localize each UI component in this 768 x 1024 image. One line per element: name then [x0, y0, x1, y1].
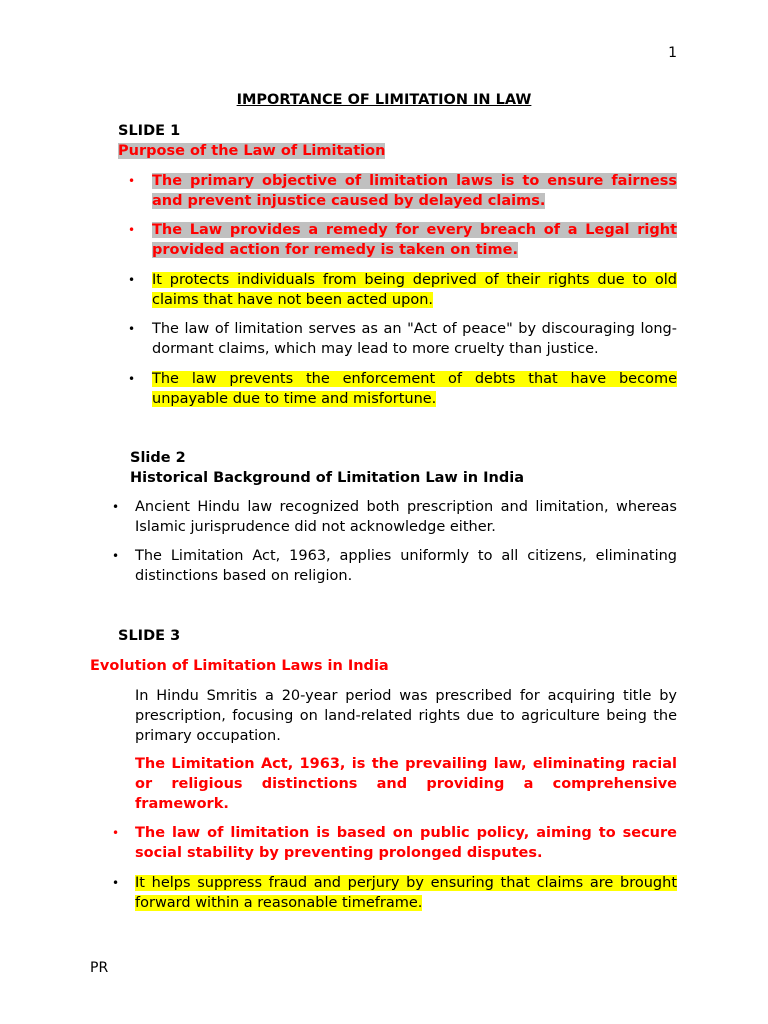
slide2-bullet-2: The Limitation Act, 1963, applies uniformly to all citizens, eliminating distinctions based on religion.: [135, 548, 677, 584]
slide2-label: Slide 2: [130, 450, 186, 466]
bullet-icon: •: [112, 876, 120, 890]
bullet-icon: •: [128, 273, 136, 287]
slide3-paragraph-2: The Limitation Act, 1963, is the prevailing law, eliminating racial or religious distinctions and providing a comprehensive framework.: [135, 756, 677, 812]
bullet-icon: •: [128, 223, 136, 237]
slide1-heading-text: Purpose of the Law of Limitation: [118, 143, 386, 159]
bullet-icon: •: [112, 826, 120, 840]
slide3-bullet-2: It helps suppress fraud and perjury by ensuring that claims are brought forward within a reasonable timeframe.: [135, 875, 677, 911]
slide3-bullet-1: The law of limitation is based on public policy, aiming to secure social stability by preventing prolonged disputes.: [135, 825, 677, 861]
slide1-bullet-2: The Law provides a remedy for every breach of a Legal right provided action for remedy is taken on time.: [152, 222, 677, 258]
bullet-icon: •: [112, 549, 120, 563]
slide1-heading: [118, 143, 385, 159]
slide1-bullet-5: The law prevents the enforcement of debts that have become unpayable due to time and misfortune.: [152, 371, 677, 407]
bullet-icon: •: [128, 322, 136, 336]
slide3-label: SLIDE 3: [118, 628, 181, 644]
slide3-paragraph-1: In Hindu Smritis a 20-year period was prescribed for acquiring title by prescription, focusing on land-related rights due to agriculture being the primary occupation.: [135, 688, 677, 744]
slide1-bullet-3: It protects individuals from being deprived of their rights due to old claims that have not been acted upon.: [152, 272, 677, 308]
bullet-icon: •: [128, 174, 136, 188]
footer-initials: PR: [90, 960, 109, 976]
document-title: IMPORTANCE OF LIMITATION IN LAW: [236, 92, 532, 108]
slide2-bullet-1: Ancient Hindu law recognized both prescription and limitation, whereas Islamic jurisprudence did not acknowledge either.: [135, 499, 677, 535]
slide2-heading: Historical Background of Limitation Law in India: [130, 470, 525, 486]
slide1-bullet-4: The law of limitation serves as an "Act of peace" by discouraging long-dormant claims, which may lead to more cruelty than justice.: [152, 321, 677, 357]
bullet-icon: •: [128, 372, 136, 386]
slide3-heading: Evolution of Limitation Laws in India: [90, 658, 389, 674]
slide1-label: SLIDE 1: [118, 123, 181, 139]
bullet-icon: •: [112, 500, 120, 514]
page-number: 1: [668, 45, 677, 61]
slide1-bullet-1: The primary objective of limitation laws is to ensure fairness and prevent injustice caused by delayed claims.: [152, 173, 677, 209]
